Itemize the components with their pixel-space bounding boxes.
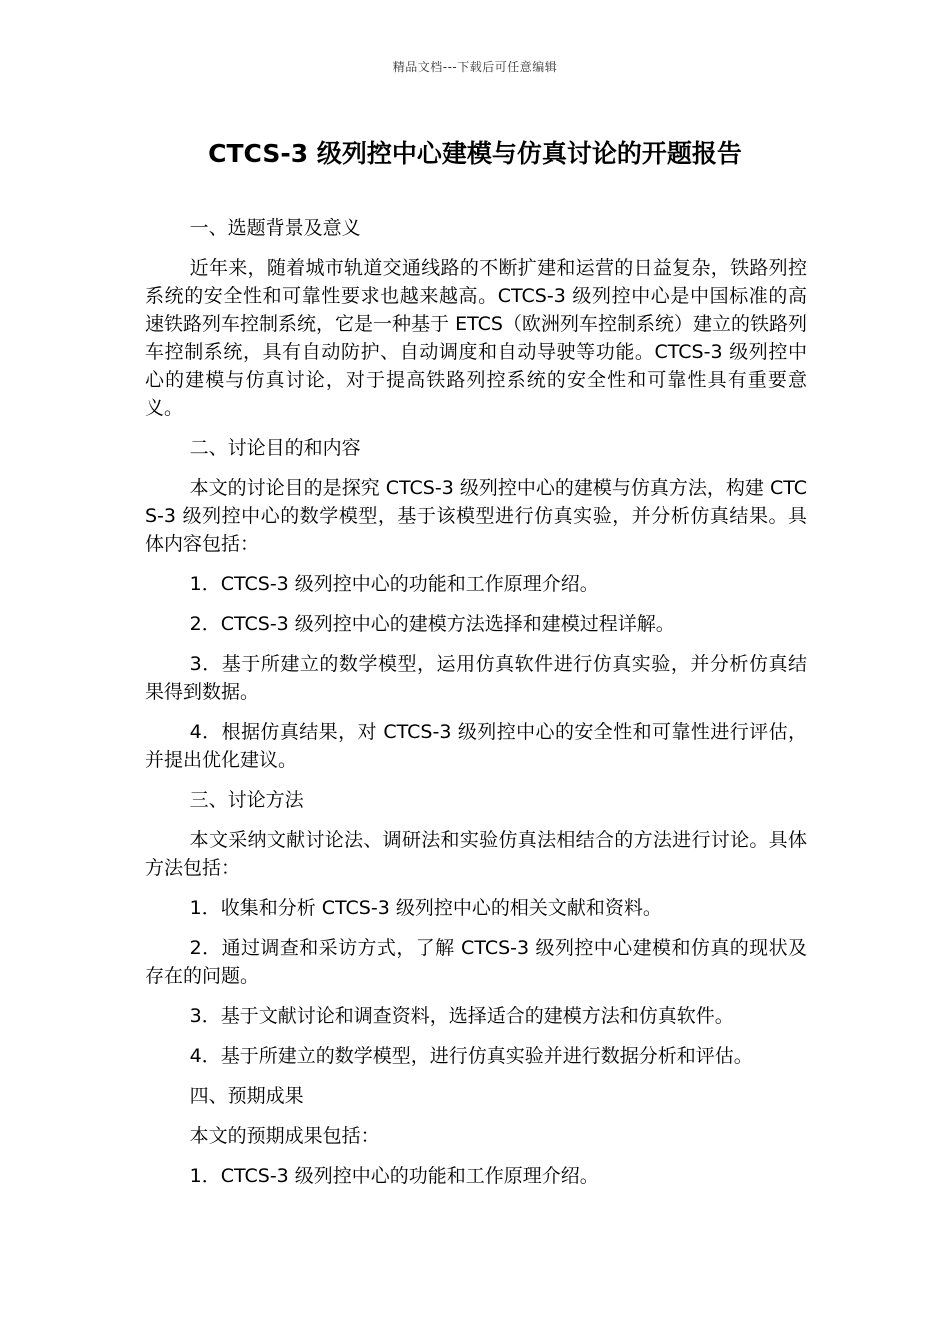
list-item-method-3: 3．基于文献讨论和调查资料，选择适合的建模方法和仿真软件。	[189, 1005, 734, 1027]
list-item-outcome-1: 1．CTCS-3 级列控中心的功能和工作原理介绍。	[189, 1165, 599, 1187]
document-title: CTCS-3 级列控中心建模与仿真讨论的开题报告	[208, 139, 742, 168]
section-heading-outcomes: 四、预期成果	[189, 1085, 304, 1107]
section-heading-goals: 二、讨论目的和内容	[189, 437, 361, 459]
paragraph-goals: 本文的讨论目的是探究 CTCS-3 级列控中心的建模与仿真方法，构建 CTCS-3 级列控中心的数学模型，基于该模型进行仿真实验，并分析仿真结果。具体内容包括：	[145, 477, 807, 555]
list-item-method-1: 1．收集和分析 CTCS-3 级列控中心的相关文献和资料。	[189, 897, 662, 919]
paragraph-background: 近年来，随着城市轨道交通线路的不断扩建和运营的日益复杂，铁路列控系统的安全性和可靠性要求也越来越高。CTCS-3 级列控中心是中国标准的高速铁路列车控制系统，它是一种基于 ETCS（欧洲列车控制系统）建立的铁路列车控制系统，具有自动防护、自动调度和自动导驶等功能。CTCS-3 级列控中心的建模与仿真讨论，对于提高铁路列控系统的安全性和可靠性具有重要意义。	[145, 257, 807, 419]
paragraph-methods: 本文采纳文献讨论法、调研法和实验仿真法相结合的方法进行讨论。具体方法包括：	[145, 829, 807, 879]
list-item-content-1: 1．CTCS-3 级列控中心的功能和工作原理介绍。	[189, 573, 599, 595]
section-heading-background: 一、选题背景及意义	[189, 217, 361, 239]
header-note: 精品文档---下载后可任意编辑	[392, 60, 558, 74]
list-item-content-4: 4．根据仿真结果，对 CTCS-3 级列控中心的安全性和可靠性进行评估，并提出优化建议。	[145, 721, 807, 771]
section-heading-methods: 三、讨论方法	[189, 789, 304, 811]
list-item-method-2: 2．通过调查和采访方式，了解 CTCS-3 级列控中心建模和仿真的现状及存在的问题。	[145, 937, 807, 987]
list-item-content-3: 3．基于所建立的数学模型，运用仿真软件进行仿真实验，并分析仿真结果得到数据。	[145, 653, 807, 703]
list-item-method-4: 4．基于所建立的数学模型，进行仿真实验并进行数据分析和评估。	[189, 1045, 753, 1067]
paragraph-outcomes: 本文的预期成果包括：	[189, 1125, 380, 1147]
document-body	[145, 214, 807, 1202]
list-item-content-2: 2．CTCS-3 级列控中心的建模方法选择和建模过程详解。	[189, 613, 675, 635]
